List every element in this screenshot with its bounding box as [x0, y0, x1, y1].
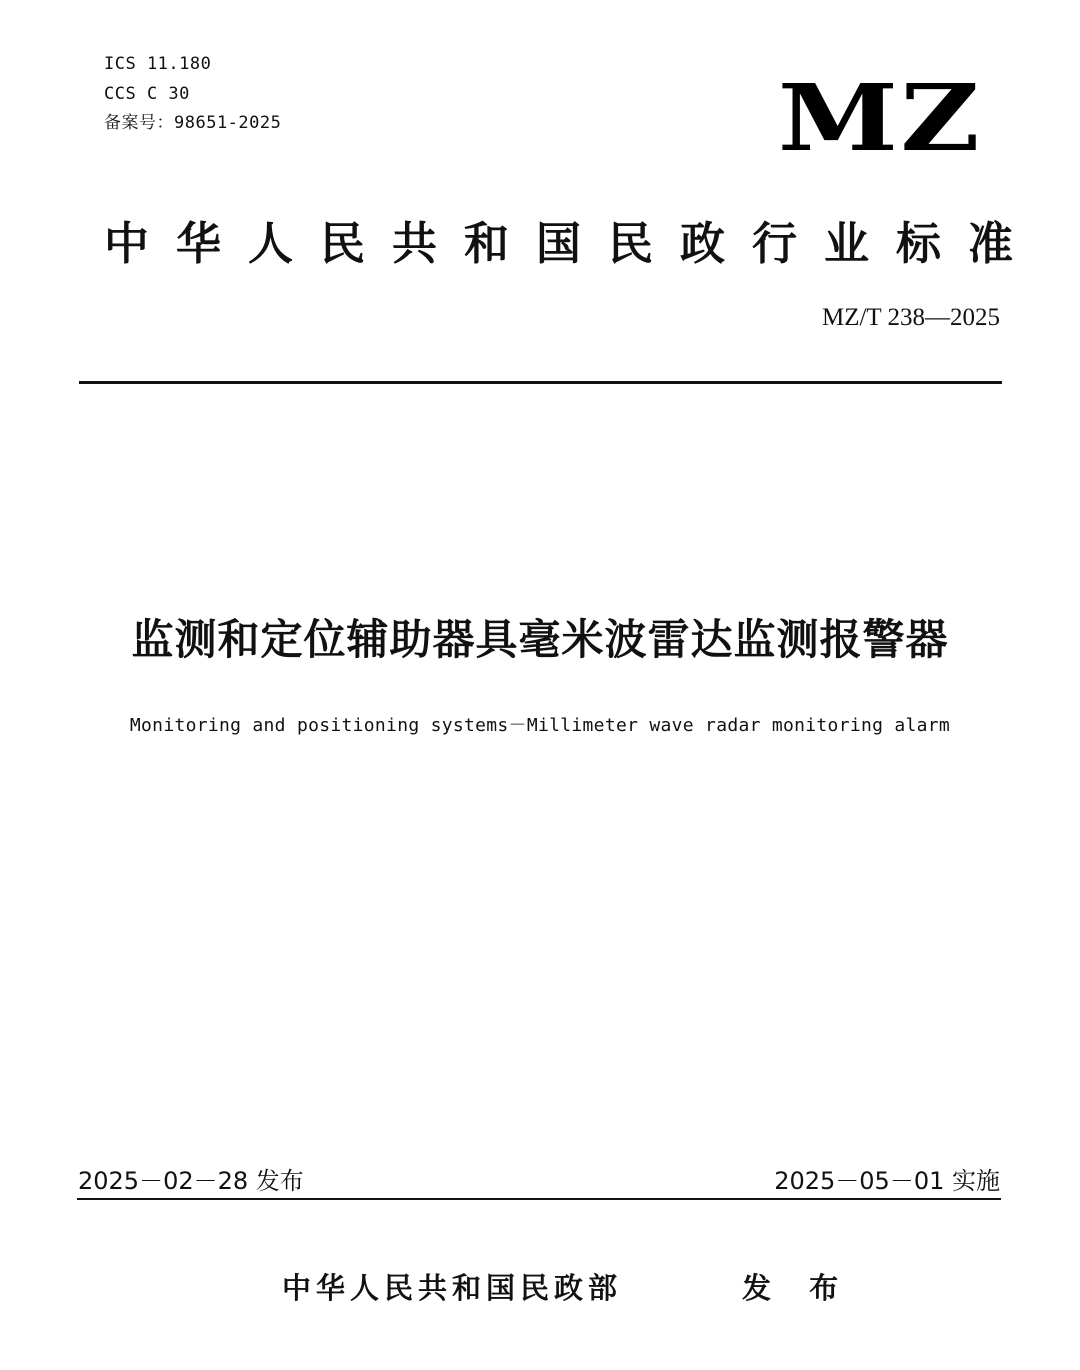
filing-number: 备案号：98651-2025	[104, 113, 282, 133]
effective-date: 2025－05－01 实施	[774, 1167, 1000, 1195]
ccs-code: CCS C 30	[104, 83, 190, 104]
publish-label: 发 布	[742, 1271, 853, 1305]
standard-category: 中华人民共和国民政行业标准	[104, 217, 1041, 270]
publisher: 中华人民共和国民政部	[282, 1271, 623, 1305]
issue-date: 2025－02－28 发布	[78, 1167, 304, 1195]
document-title-en: Monitoring and positioning systems－Millimeter wave radar monitoring alarm	[129, 715, 951, 736]
standard-number: MZ/T 238—2025	[821, 304, 1000, 331]
classification-codes	[104, 50, 281, 139]
ics-code: ICS 11.180	[104, 54, 212, 74]
top-divider	[79, 381, 1002, 384]
document-title-cn: 监测和定位辅助器具毫米波雷达监测报警器	[131, 615, 949, 664]
bottom-divider	[77, 1198, 1001, 1200]
mz-logo: MZ	[777, 64, 982, 172]
